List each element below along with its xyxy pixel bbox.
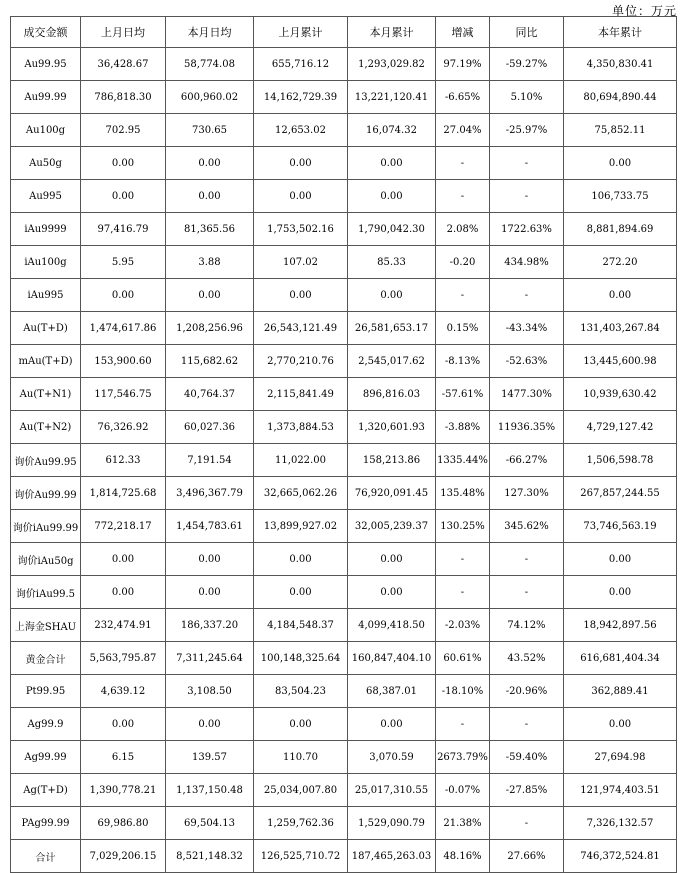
header-row	[11, 17, 677, 48]
cell-yoy: -	[490, 147, 564, 180]
cell-ytd-cumulative: 272.20	[564, 246, 677, 279]
table-row	[11, 609, 677, 642]
cell-yoy: -	[490, 543, 564, 576]
table-row	[11, 213, 677, 246]
cell-contract: Au(T+D)	[11, 312, 81, 345]
cell-last-month-daily-avg: 1,474,617.86	[81, 312, 166, 345]
header-ytd-cumulative: 本年累计	[564, 17, 677, 48]
cell-change: 2.08%	[436, 213, 490, 246]
cell-yoy: -	[490, 708, 564, 741]
cell-last-month-daily-avg: 7,029,206.15	[81, 840, 166, 873]
cell-last-month-cumulative: 26,543,121.49	[254, 312, 348, 345]
cell-this-month-daily-avg: 115,682.62	[166, 345, 254, 378]
cell-this-month-cumulative: 85.33	[348, 246, 436, 279]
cell-this-month-daily-avg: 69,504.13	[166, 807, 254, 840]
cell-change: 130.25%	[436, 510, 490, 543]
cell-this-month-daily-avg: 7,311,245.64	[166, 642, 254, 675]
cell-this-month-cumulative: 1,320,601.93	[348, 411, 436, 444]
cell-change: 48.16%	[436, 840, 490, 873]
cell-this-month-daily-avg: 186,337.20	[166, 609, 254, 642]
table-row	[11, 114, 677, 147]
table-row	[11, 477, 677, 510]
cell-last-month-cumulative: 0.00	[254, 180, 348, 213]
cell-ytd-cumulative: 13,445,600.98	[564, 345, 677, 378]
cell-last-month-cumulative: 25,034,007.80	[254, 774, 348, 807]
cell-last-month-cumulative: 0.00	[254, 576, 348, 609]
table-row	[11, 312, 677, 345]
cell-ytd-cumulative: 1,506,598.78	[564, 444, 677, 477]
cell-ytd-cumulative: 0.00	[564, 279, 677, 312]
cell-last-month-cumulative: 1,753,502.16	[254, 213, 348, 246]
cell-change: -	[436, 180, 490, 213]
cell-yoy: 43.52%	[490, 642, 564, 675]
cell-last-month-cumulative: 32,665,062.26	[254, 477, 348, 510]
cell-yoy: -	[490, 576, 564, 609]
cell-this-month-cumulative: 896,816.03	[348, 378, 436, 411]
cell-change: -0.07%	[436, 774, 490, 807]
cell-last-month-cumulative: 2,770,210.76	[254, 345, 348, 378]
cell-last-month-daily-avg: 786,818.30	[81, 81, 166, 114]
cell-contract: iAu9999	[11, 213, 81, 246]
trading-volume-table	[10, 16, 677, 873]
header-yoy: 同比	[490, 17, 564, 48]
cell-ytd-cumulative: 10,939,630.42	[564, 378, 677, 411]
cell-change: -3.88%	[436, 411, 490, 444]
cell-this-month-cumulative: 0.00	[348, 576, 436, 609]
cell-last-month-daily-avg: 0.00	[81, 279, 166, 312]
cell-change: -18.10%	[436, 675, 490, 708]
cell-last-month-daily-avg: 772,218.17	[81, 510, 166, 543]
header-change: 增减	[436, 17, 490, 48]
cell-ytd-cumulative: 18,942,897.56	[564, 609, 677, 642]
table-row	[11, 741, 677, 774]
cell-last-month-daily-avg: 153,900.60	[81, 345, 166, 378]
cell-yoy: -27.85%	[490, 774, 564, 807]
table-row	[11, 774, 677, 807]
cell-this-month-daily-avg: 7,191.54	[166, 444, 254, 477]
table-row	[11, 411, 677, 444]
cell-last-month-cumulative: 0.00	[254, 708, 348, 741]
cell-this-month-daily-avg: 3,496,367.79	[166, 477, 254, 510]
cell-yoy: 434.98%	[490, 246, 564, 279]
cell-this-month-daily-avg: 8,521,148.32	[166, 840, 254, 873]
cell-yoy: 1477.30%	[490, 378, 564, 411]
table-row	[11, 642, 677, 675]
cell-change: -	[436, 279, 490, 312]
table-row	[11, 576, 677, 609]
cell-this-month-cumulative: 26,581,653.17	[348, 312, 436, 345]
table-row	[11, 48, 677, 81]
cell-last-month-cumulative: 0.00	[254, 279, 348, 312]
table-row	[11, 510, 677, 543]
cell-this-month-cumulative: 2,545,017.62	[348, 345, 436, 378]
cell-change: 1335.44%	[436, 444, 490, 477]
cell-this-month-daily-avg: 139.57	[166, 741, 254, 774]
cell-yoy: -43.34%	[490, 312, 564, 345]
cell-this-month-daily-avg: 0.00	[166, 543, 254, 576]
cell-contract: Au(T+N1)	[11, 378, 81, 411]
cell-change: -2.03%	[436, 609, 490, 642]
table-body	[11, 48, 677, 873]
cell-contract: 黄金合计	[11, 642, 81, 675]
header-last-month-daily-avg: 上月日均	[81, 17, 166, 48]
cell-change: 2673.79%	[436, 741, 490, 774]
cell-contract: Au99.99	[11, 81, 81, 114]
cell-ytd-cumulative: 8,881,894.69	[564, 213, 677, 246]
cell-yoy: -59.40%	[490, 741, 564, 774]
cell-ytd-cumulative: 121,974,403.51	[564, 774, 677, 807]
cell-change: 0.15%	[436, 312, 490, 345]
cell-this-month-cumulative: 3,070.59	[348, 741, 436, 774]
cell-change: -6.65%	[436, 81, 490, 114]
cell-this-month-daily-avg: 1,454,783.61	[166, 510, 254, 543]
cell-ytd-cumulative: 4,729,127.42	[564, 411, 677, 444]
cell-last-month-daily-avg: 0.00	[81, 543, 166, 576]
table-row	[11, 378, 677, 411]
cell-contract: 询价iAu50g	[11, 543, 81, 576]
cell-this-month-daily-avg: 81,365.56	[166, 213, 254, 246]
table-row	[11, 279, 677, 312]
cell-this-month-cumulative: 25,017,310.55	[348, 774, 436, 807]
cell-contract: iAu100g	[11, 246, 81, 279]
cell-last-month-cumulative: 1,373,884.53	[254, 411, 348, 444]
cell-this-month-cumulative: 1,293,029.82	[348, 48, 436, 81]
cell-last-month-cumulative: 655,716.12	[254, 48, 348, 81]
cell-change: -8.13%	[436, 345, 490, 378]
cell-this-month-cumulative: 158,213.86	[348, 444, 436, 477]
cell-ytd-cumulative: 746,372,524.81	[564, 840, 677, 873]
cell-yoy: 345.62%	[490, 510, 564, 543]
header-contract: 成交金额	[11, 17, 81, 48]
cell-this-month-cumulative: 76,920,091.45	[348, 477, 436, 510]
cell-last-month-daily-avg: 0.00	[81, 147, 166, 180]
cell-last-month-daily-avg: 612.33	[81, 444, 166, 477]
cell-change: 97.19%	[436, 48, 490, 81]
cell-last-month-cumulative: 14,162,729.39	[254, 81, 348, 114]
cell-ytd-cumulative: 73,746,563.19	[564, 510, 677, 543]
table-row	[11, 840, 677, 873]
cell-change: 135.48%	[436, 477, 490, 510]
cell-change: -0.20	[436, 246, 490, 279]
cell-yoy: 5.10%	[490, 81, 564, 114]
cell-change: 27.04%	[436, 114, 490, 147]
table-row	[11, 147, 677, 180]
cell-contract: Ag99.99	[11, 741, 81, 774]
cell-this-month-cumulative: 1,529,090.79	[348, 807, 436, 840]
cell-contract: mAu(T+D)	[11, 345, 81, 378]
cell-last-month-cumulative: 13,899,927.02	[254, 510, 348, 543]
cell-ytd-cumulative: 7,326,132.57	[564, 807, 677, 840]
cell-last-month-daily-avg: 117,546.75	[81, 378, 166, 411]
cell-change: -57.61%	[436, 378, 490, 411]
cell-this-month-cumulative: 32,005,239.37	[348, 510, 436, 543]
table-row	[11, 543, 677, 576]
cell-change: 21.38%	[436, 807, 490, 840]
cell-yoy: -66.27%	[490, 444, 564, 477]
cell-yoy: -	[490, 180, 564, 213]
cell-ytd-cumulative: 0.00	[564, 543, 677, 576]
cell-last-month-cumulative: 1,259,762.36	[254, 807, 348, 840]
cell-contract: 合计	[11, 840, 81, 873]
cell-last-month-cumulative: 0.00	[254, 543, 348, 576]
table-row	[11, 81, 677, 114]
cell-ytd-cumulative: 616,681,404.34	[564, 642, 677, 675]
table-row	[11, 345, 677, 378]
table-row	[11, 444, 677, 477]
cell-last-month-daily-avg: 0.00	[81, 180, 166, 213]
cell-contract: 上海金SHAU	[11, 609, 81, 642]
cell-contract: Au995	[11, 180, 81, 213]
cell-ytd-cumulative: 362,889.41	[564, 675, 677, 708]
cell-last-month-daily-avg: 4,639.12	[81, 675, 166, 708]
cell-ytd-cumulative: 4,350,830.41	[564, 48, 677, 81]
cell-this-month-cumulative: 68,387.01	[348, 675, 436, 708]
cell-ytd-cumulative: 106,733.75	[564, 180, 677, 213]
cell-last-month-cumulative: 83,504.23	[254, 675, 348, 708]
cell-this-month-cumulative: 160,847,404.10	[348, 642, 436, 675]
cell-last-month-daily-avg: 5.95	[81, 246, 166, 279]
cell-this-month-daily-avg: 3,108.50	[166, 675, 254, 708]
cell-ytd-cumulative: 267,857,244.55	[564, 477, 677, 510]
cell-ytd-cumulative: 0.00	[564, 708, 677, 741]
cell-this-month-daily-avg: 0.00	[166, 576, 254, 609]
cell-this-month-cumulative: 4,099,418.50	[348, 609, 436, 642]
cell-contract: 询价iAu99.99	[11, 510, 81, 543]
cell-last-month-cumulative: 12,653.02	[254, 114, 348, 147]
cell-yoy: -20.96%	[490, 675, 564, 708]
cell-yoy: 27.66%	[490, 840, 564, 873]
cell-this-month-cumulative: 187,465,263.03	[348, 840, 436, 873]
table-row	[11, 246, 677, 279]
cell-change: -	[436, 147, 490, 180]
cell-last-month-daily-avg: 5,563,795.87	[81, 642, 166, 675]
cell-this-month-daily-avg: 0.00	[166, 708, 254, 741]
cell-this-month-daily-avg: 3.88	[166, 246, 254, 279]
cell-ytd-cumulative: 0.00	[564, 576, 677, 609]
cell-last-month-cumulative: 110.70	[254, 741, 348, 774]
cell-yoy: -59.27%	[490, 48, 564, 81]
cell-this-month-cumulative: 0.00	[348, 279, 436, 312]
cell-change: 60.61%	[436, 642, 490, 675]
cell-this-month-cumulative: 0.00	[348, 180, 436, 213]
cell-ytd-cumulative: 131,403,267.84	[564, 312, 677, 345]
cell-last-month-daily-avg: 1,814,725.68	[81, 477, 166, 510]
cell-last-month-cumulative: 0.00	[254, 147, 348, 180]
cell-this-month-daily-avg: 600,960.02	[166, 81, 254, 114]
cell-this-month-daily-avg: 730.65	[166, 114, 254, 147]
cell-yoy: -	[490, 279, 564, 312]
cell-yoy: 74.12%	[490, 609, 564, 642]
cell-last-month-daily-avg: 97,416.79	[81, 213, 166, 246]
cell-contract: Ag99.9	[11, 708, 81, 741]
cell-this-month-cumulative: 0.00	[348, 147, 436, 180]
cell-contract: Au100g	[11, 114, 81, 147]
cell-last-month-cumulative: 100,148,325.64	[254, 642, 348, 675]
cell-change: -	[436, 576, 490, 609]
table-row	[11, 180, 677, 213]
cell-last-month-daily-avg: 232,474.91	[81, 609, 166, 642]
cell-yoy: -	[490, 807, 564, 840]
cell-this-month-cumulative: 0.00	[348, 708, 436, 741]
table-row	[11, 807, 677, 840]
cell-this-month-daily-avg: 0.00	[166, 279, 254, 312]
cell-contract: 询价iAu99.5	[11, 576, 81, 609]
unit-label: 单位：万元	[611, 4, 677, 18]
cell-this-month-daily-avg: 0.00	[166, 147, 254, 180]
cell-yoy: -52.63%	[490, 345, 564, 378]
cell-last-month-daily-avg: 702.95	[81, 114, 166, 147]
cell-yoy: 1722.63%	[490, 213, 564, 246]
header-this-month-daily-avg: 本月日均	[166, 17, 254, 48]
header-last-month-cumulative: 上月累计	[254, 17, 348, 48]
cell-yoy: 127.30%	[490, 477, 564, 510]
cell-this-month-daily-avg: 60,027.36	[166, 411, 254, 444]
cell-this-month-cumulative: 0.00	[348, 543, 436, 576]
cell-this-month-daily-avg: 40,764.37	[166, 378, 254, 411]
cell-last-month-cumulative: 2,115,841.49	[254, 378, 348, 411]
cell-ytd-cumulative: 27,694.98	[564, 741, 677, 774]
cell-last-month-daily-avg: 0.00	[81, 576, 166, 609]
cell-last-month-daily-avg: 1,390,778.21	[81, 774, 166, 807]
cell-last-month-cumulative: 4,184,548.37	[254, 609, 348, 642]
cell-contract: 询价Au99.99	[11, 477, 81, 510]
cell-this-month-daily-avg: 0.00	[166, 180, 254, 213]
cell-contract: 询价Au99.95	[11, 444, 81, 477]
cell-ytd-cumulative: 80,694,890.44	[564, 81, 677, 114]
table-row	[11, 708, 677, 741]
cell-last-month-cumulative: 107.02	[254, 246, 348, 279]
table-row	[11, 675, 677, 708]
cell-last-month-daily-avg: 36,428.67	[81, 48, 166, 81]
cell-this-month-cumulative: 16,074.32	[348, 114, 436, 147]
cell-this-month-cumulative: 13,221,120.41	[348, 81, 436, 114]
cell-contract: Au(T+N2)	[11, 411, 81, 444]
cell-yoy: 11936.35%	[490, 411, 564, 444]
cell-last-month-cumulative: 126,525,710.72	[254, 840, 348, 873]
cell-last-month-daily-avg: 76,326.92	[81, 411, 166, 444]
cell-this-month-daily-avg: 58,774.08	[166, 48, 254, 81]
header-this-month-cumulative: 本月累计	[348, 17, 436, 48]
cell-this-month-daily-avg: 1,208,256.96	[166, 312, 254, 345]
cell-this-month-cumulative: 1,790,042.30	[348, 213, 436, 246]
cell-change: -	[436, 708, 490, 741]
cell-this-month-daily-avg: 1,137,150.48	[166, 774, 254, 807]
cell-ytd-cumulative: 75,852.11	[564, 114, 677, 147]
cell-yoy: -25.97%	[490, 114, 564, 147]
cell-change: -	[436, 543, 490, 576]
cell-contract: PAg99.99	[11, 807, 81, 840]
cell-last-month-daily-avg: 0.00	[81, 708, 166, 741]
cell-ytd-cumulative: 0.00	[564, 147, 677, 180]
cell-contract: Au50g	[11, 147, 81, 180]
cell-contract: Ag(T+D)	[11, 774, 81, 807]
cell-contract: Pt99.95	[11, 675, 81, 708]
cell-contract: iAu995	[11, 279, 81, 312]
cell-last-month-cumulative: 11,022.00	[254, 444, 348, 477]
cell-last-month-daily-avg: 69,986.80	[81, 807, 166, 840]
cell-last-month-daily-avg: 6.15	[81, 741, 166, 774]
cell-contract: Au99.95	[11, 48, 81, 81]
